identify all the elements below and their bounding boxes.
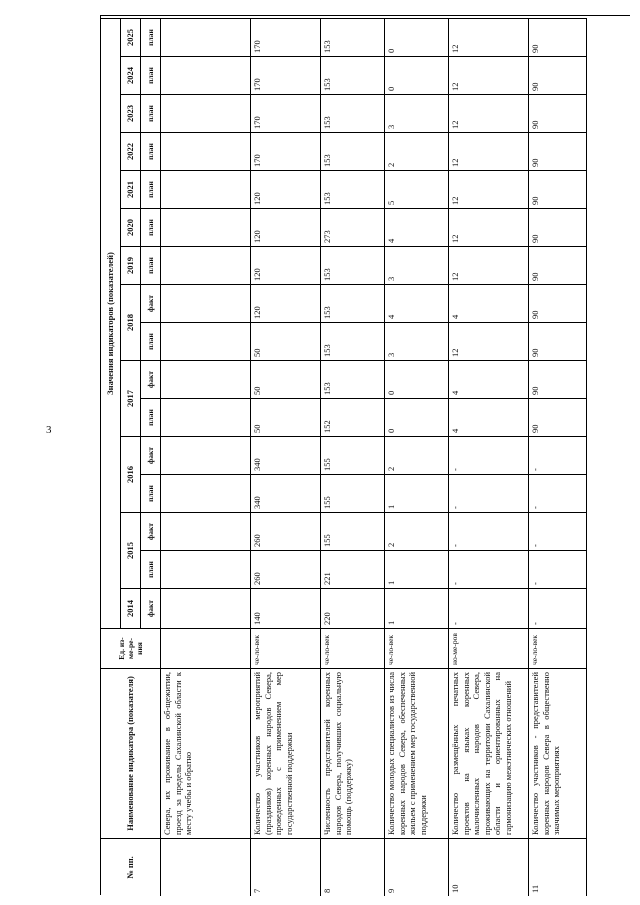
value-cell: 12 [449,170,529,208]
value-cell [161,512,251,550]
row-number: 11 [529,838,587,896]
header-year: 2023 [121,94,141,132]
header-indicator-name: Наименование индикатора (показателя) [101,668,161,838]
row-number: 7 [251,838,321,896]
row-unit: но-ме-ров [449,628,529,668]
value-cell: 153 [321,170,385,208]
value-cell: 260 [251,512,321,550]
header-year: 2020 [121,208,141,246]
value-cell [161,170,251,208]
value-cell: 90 [529,18,587,56]
page-number: 3 [46,424,52,436]
row-indicator-name: Численность представителей коренных народов Севера, получивших социальную помощь (поддержку) [321,668,385,838]
value-cell [161,436,251,474]
value-cell: 50 [251,322,321,360]
header-year: 2014 [121,588,141,628]
value-cell: 12 [449,208,529,246]
value-cell: 1 [385,550,449,588]
value-cell: - [529,550,587,588]
value-cell: 153 [321,18,385,56]
value-cell: 4 [449,398,529,436]
header-year: 2017 [121,360,141,436]
indicator-table [101,16,631,896]
value-cell: 1 [385,474,449,512]
value-cell: - [529,436,587,474]
value-cell: 50 [251,360,321,398]
header-year: 2019 [121,246,141,284]
value-cell: - [529,474,587,512]
header-value-type: план [141,474,161,512]
value-cell: 90 [529,208,587,246]
row-number: 10 [449,838,529,896]
value-cell [161,474,251,512]
value-cell: 12 [449,56,529,94]
value-cell: 153 [321,94,385,132]
value-cell: 152 [321,398,385,436]
header-value-type: факт [141,360,161,398]
header-value-type: план [141,398,161,436]
value-cell: 153 [321,246,385,284]
value-cell: 0 [385,56,449,94]
value-cell: 260 [251,550,321,588]
value-cell [161,398,251,436]
value-cell [161,360,251,398]
header-value-type: план [141,56,161,94]
value-cell: 155 [321,436,385,474]
value-cell [161,132,251,170]
value-cell: 12 [449,322,529,360]
value-cell [161,94,251,132]
value-cell: 4 [385,284,449,322]
row-unit: че-ло-век [321,628,385,668]
value-cell: 120 [251,284,321,322]
rotated-table [100,15,630,895]
header-year: 2018 [121,284,141,360]
row-indicator-name: Количество молодых специалистов из числа коренных народов Севера, обеспеченных жильем с применением мер государственной поддержки [385,668,449,838]
header-year: 2015 [121,512,141,588]
header-value-type: факт [141,436,161,474]
value-cell: 90 [529,398,587,436]
header-values-title: Значения индикаторов (показателей) [101,18,121,628]
header-year: 2025 [121,18,141,56]
value-cell: 90 [529,170,587,208]
header-value-type: план [141,94,161,132]
value-cell: 3 [385,322,449,360]
value-cell: 0 [385,18,449,56]
header-value-type: план [141,132,161,170]
value-cell [161,588,251,628]
value-cell: - [449,512,529,550]
value-cell: - [529,588,587,628]
header-year: 2024 [121,56,141,94]
header-value-type: план [141,18,161,56]
value-cell: - [449,588,529,628]
value-cell: 120 [251,208,321,246]
value-cell: 0 [385,360,449,398]
value-cell: 120 [251,246,321,284]
value-cell: 2 [385,512,449,550]
value-cell: 90 [529,246,587,284]
header-value-type: план [141,208,161,246]
value-cell: 90 [529,56,587,94]
value-cell: 4 [449,360,529,398]
value-cell: 221 [321,550,385,588]
value-cell: 153 [321,360,385,398]
value-cell: 140 [251,588,321,628]
header-value-type: факт [141,588,161,628]
value-cell: 90 [529,132,587,170]
header-value-type: факт [141,512,161,550]
value-cell [161,246,251,284]
row-number: 9 [385,838,449,896]
row-unit: че-ло-век [251,628,321,668]
value-cell [161,284,251,322]
row-indicator-name: Количество участников мероприятий (праздников) коренных народов Севера, проведенных с применением мер государственной поддержки [251,668,321,838]
value-cell: - [449,550,529,588]
value-cell: 90 [529,94,587,132]
value-cell: 170 [251,132,321,170]
row-number [161,838,251,896]
header-value-type: план [141,322,161,360]
header-value-type: план [141,550,161,588]
value-cell: 4 [449,284,529,322]
value-cell: 90 [529,322,587,360]
value-cell: 153 [321,56,385,94]
header-value-type: план [141,246,161,284]
header-unit: Ед. из-ме-ре-ния [101,628,161,668]
row-indicator-name: Количество участников - представителей коренных народов Севера в общественно значимых мероприятиях [529,668,587,838]
value-cell: 220 [321,588,385,628]
value-cell: 153 [321,284,385,322]
value-cell: - [449,474,529,512]
header-number: № пп. [101,838,161,896]
value-cell: 90 [529,360,587,398]
row-unit: че-ло-век [529,628,587,668]
value-cell [161,18,251,56]
value-cell: 4 [385,208,449,246]
value-cell: 3 [385,246,449,284]
value-cell: 170 [251,56,321,94]
value-cell: 50 [251,398,321,436]
value-cell: 5 [385,170,449,208]
header-value-type: факт [141,284,161,322]
row-indicator-name: Количество размещённых печатных проектов на языках коренных малочисленных народов Севера, проживающих на территории Сахалинской области и ориентированных на гармонизацию межэтнических отношений [449,668,529,838]
header-year: 2021 [121,170,141,208]
value-cell: 120 [251,170,321,208]
value-cell [161,56,251,94]
value-cell: 153 [321,132,385,170]
value-cell: 2 [385,436,449,474]
value-cell: 3 [385,94,449,132]
value-cell: 12 [449,246,529,284]
value-cell: 12 [449,94,529,132]
value-cell: 340 [251,474,321,512]
value-cell: 2 [385,132,449,170]
value-cell: - [449,436,529,474]
value-cell: 155 [321,512,385,550]
value-cell [161,322,251,360]
value-cell: 170 [251,94,321,132]
value-cell: 340 [251,436,321,474]
value-cell: 12 [449,132,529,170]
value-cell: 12 [449,18,529,56]
value-cell [161,208,251,246]
row-unit [161,628,251,668]
value-cell: 170 [251,18,321,56]
header-value-type: план [141,170,161,208]
row-number: 8 [321,838,385,896]
header-year: 2022 [121,132,141,170]
value-cell [161,550,251,588]
value-cell: 153 [321,322,385,360]
value-cell: 0 [385,398,449,436]
row-unit: че-ло-век [385,628,449,668]
value-cell: - [529,512,587,550]
row-indicator-name: Севера, их проживание в об-щежитии, проезд за пределы Сахалинской области к месту учебы и обратно [161,668,251,838]
value-cell: 155 [321,474,385,512]
header-year: 2016 [121,436,141,512]
value-cell: 90 [529,284,587,322]
value-cell: 273 [321,208,385,246]
value-cell: 1 [385,588,449,628]
